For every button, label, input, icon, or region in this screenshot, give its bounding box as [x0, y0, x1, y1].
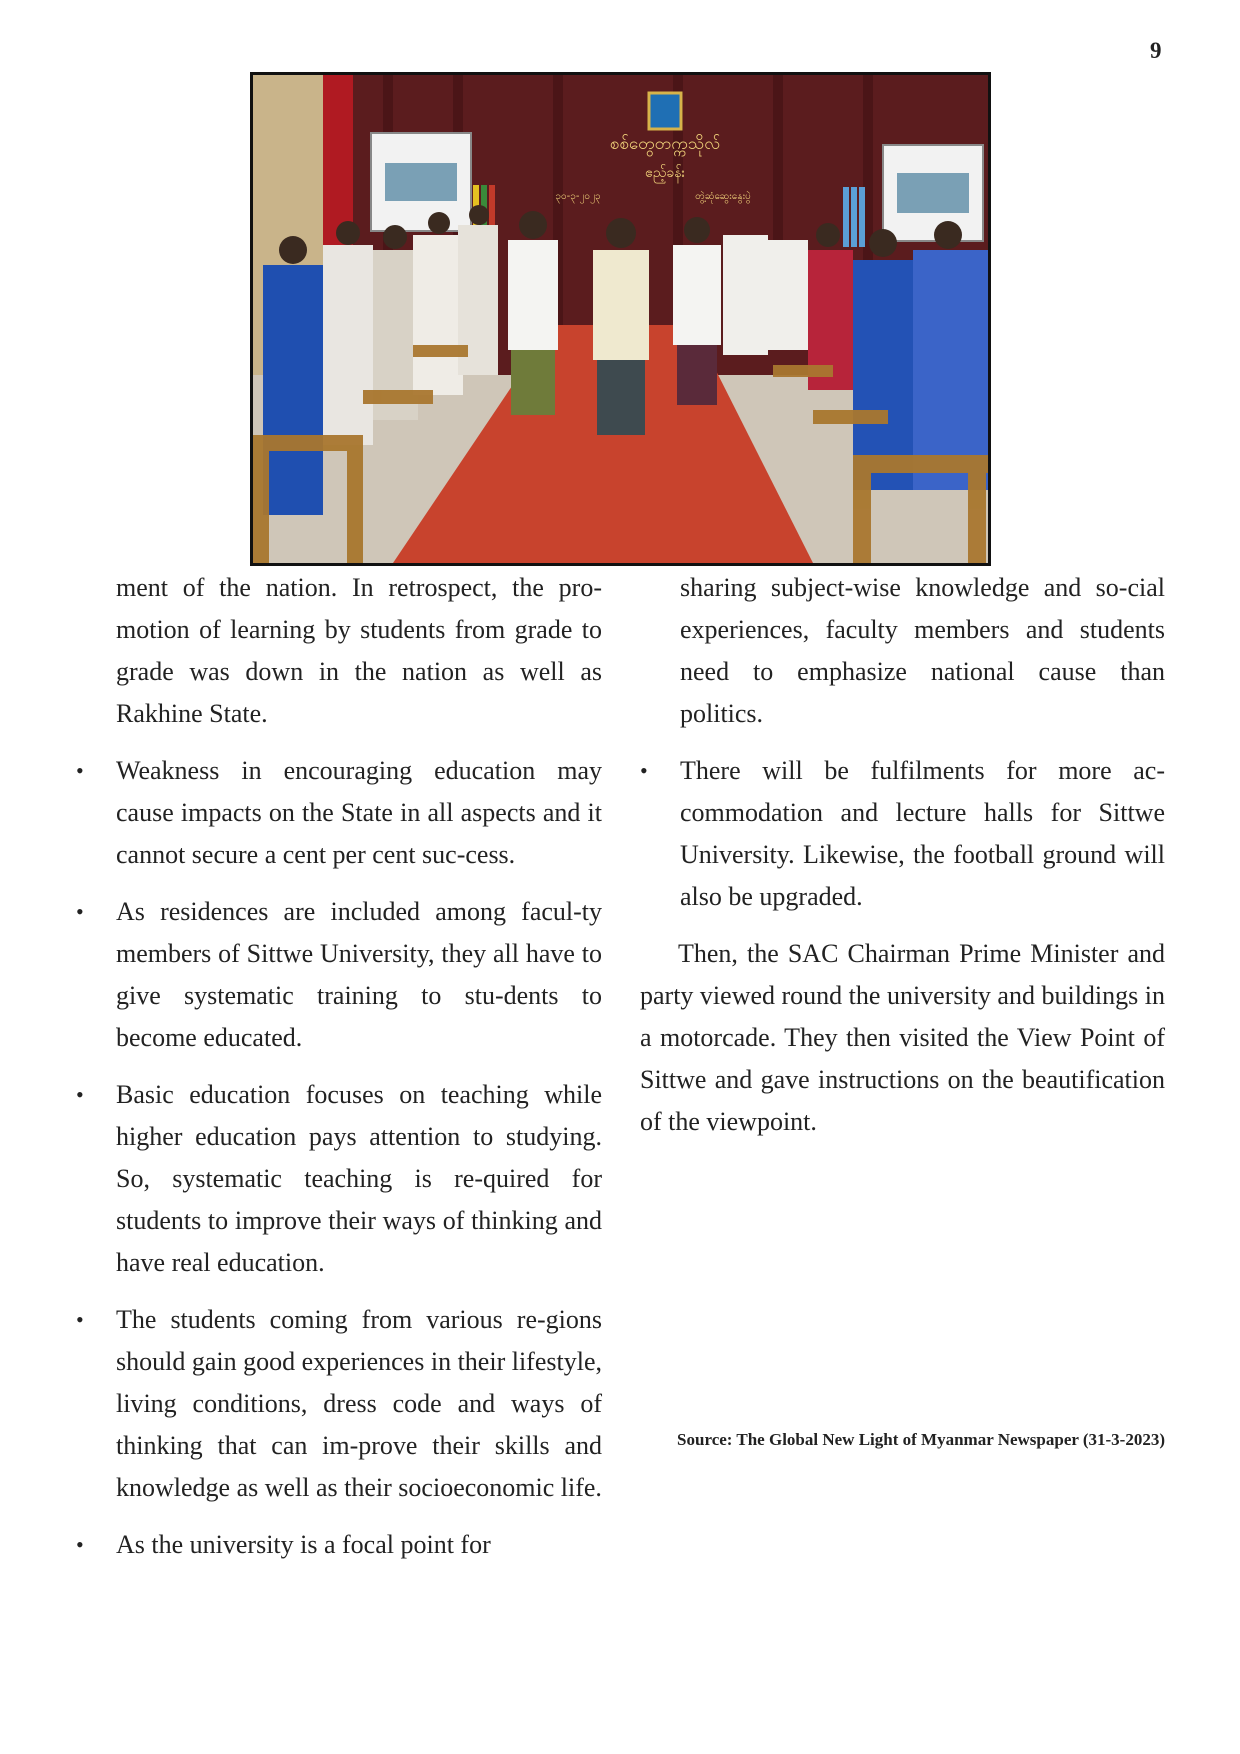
bullet-text: As the university is a focal point for [116, 1530, 491, 1559]
left-bullet-item [76, 1524, 602, 1566]
right-bullet-item [640, 750, 1165, 918]
left-continuation-paragraph: ment of the nation. In retrospect, the pro-motion of learning by students from grade to grade was down in the nation as well as Rakhine State. [116, 573, 602, 728]
banner-caption: တွဲ့ဆုံဆွေးနွေးပွဲ [695, 191, 751, 202]
bullet-text: Basic education focuses on teaching while higher education pays attention to studying. So, systematic teaching is re-quired for students to improve their ways of thinking and have real education. [116, 1080, 602, 1277]
bullet-icon: • [76, 1532, 84, 1557]
bullet-icon: • [76, 1082, 84, 1107]
left-bullet-item [76, 750, 602, 876]
left-bullet-item [76, 1074, 602, 1284]
page-number: 9 [1150, 38, 1162, 63]
bullet-icon: • [76, 758, 84, 783]
closing-paragraph: Then, the SAC Chairman Prime Minister and party viewed round the university and buildings in a motorcade. They then visited the View Point of Sittwe and gave instructions on the beautification of the viewpoint. [640, 939, 1165, 1136]
left-bullet-item [76, 891, 602, 1059]
banner-date: ၃၀-၃-၂၀၂၃ [555, 191, 601, 202]
news-photo [250, 72, 991, 566]
bullet-icon: • [76, 1307, 84, 1332]
photo-illustration [253, 75, 988, 563]
right-column [640, 567, 1165, 1158]
banner-title: စစ်တွေတက္ကသိုလ် [609, 134, 721, 154]
bullet-icon: • [76, 899, 84, 924]
banner-subtitle: ဧည့်ခန်း [644, 165, 686, 181]
left-bullet-item [76, 1299, 602, 1509]
bullet-icon: • [640, 758, 648, 783]
bullet-text: There will be fulfilments for more ac-commodation and lecture halls for Sittwe University. Likewise, the football ground will also be upgraded. [680, 756, 1165, 911]
bullet-text: As residences are included among facul-ty members of Sittwe University, they all have to give systematic training to stu-dents to become educated. [116, 897, 602, 1052]
source-citation: Source: The Global New Light of Myanmar Newspaper (31-3-2023) [677, 1430, 1165, 1449]
right-continuation-paragraph: sharing subject-wise knowledge and so-cial experiences, faculty members and students need to emphasize national cause than politics. [680, 573, 1165, 728]
bullet-text: Weakness in encouraging education may cause impacts on the State in all aspects and it cannot secure a cent per cent suc-cess. [116, 756, 602, 869]
left-column [76, 567, 602, 1581]
bullet-text: The students coming from various re-gions should gain good experiences in their lifestyle, living conditions, dress code and ways of thinking that can im-prove their skills and knowledge as well as their socioeconomic life. [116, 1305, 602, 1502]
